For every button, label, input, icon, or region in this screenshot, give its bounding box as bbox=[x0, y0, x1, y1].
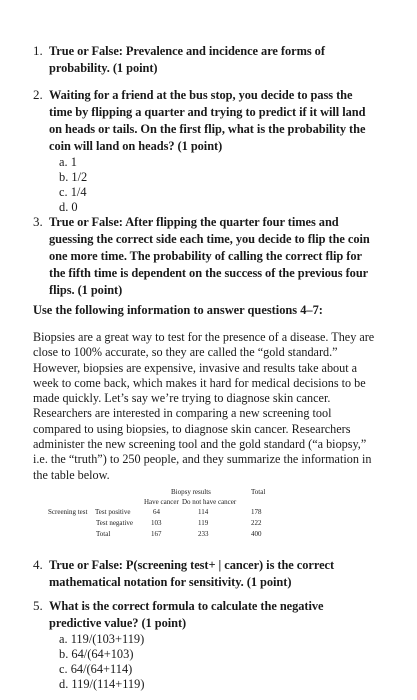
option-b: b. 1/2 bbox=[59, 170, 88, 184]
question-1 bbox=[33, 43, 378, 77]
info-heading: Use the following information to answer questions 4–7: bbox=[33, 303, 323, 317]
biopsy-header: Biopsy results bbox=[171, 488, 211, 496]
cell: 400 bbox=[251, 530, 262, 538]
question-text: True or False: After flipping the quarter four times and guessing the correct side each time, you decide to flip the coin one more time. The probability of calling the correct flip for the fifth time is dependent on the success of the previous four flips. (1 point) bbox=[49, 215, 370, 297]
question-number: 1. bbox=[33, 43, 43, 58]
option-c: c. 64/(64+114) bbox=[59, 662, 133, 676]
row-label: Test negative bbox=[96, 519, 134, 527]
info-paragraph: Biopsies are a great way to test for the presence of a disease. They are close to 100% accurate, so they are called the “gold standard.” However, biopsies are expensive, invasive and results take about a week to come back, which makes it hard for medical decisions to be made quickly. Let’s say we’re trying to diagnose skin cancer. Researchers are interested in comparing a new screening tool compared to using biopsies, to diagnose skin cancer. Researchers administer the new screening tool and the gold standard (“a biopsy,” i.e. the “truth”) to 250 people, and they summarize the information in the table below. bbox=[33, 330, 375, 482]
question-text: What is the correct formula to calculate the negative predictive value? (1 point) bbox=[49, 599, 324, 630]
row-label: Test positive bbox=[95, 508, 131, 516]
option-a: a. 119/(103+119) bbox=[59, 632, 145, 646]
options-list bbox=[59, 632, 378, 692]
question-5 bbox=[33, 598, 378, 692]
options-list bbox=[59, 155, 378, 215]
option-a: a. 1 bbox=[59, 155, 77, 169]
question-text: Waiting for a friend at the bus stop, you decide to pass the time by flipping a quarter and trying to predict if it will land on heads or tails. On the first flip, what is the probability the coin will land on heads? (1 point) bbox=[49, 88, 366, 153]
question-number: 5. bbox=[33, 598, 43, 613]
cell: 64 bbox=[153, 508, 160, 516]
option-b: b. 64/(64+103) bbox=[59, 647, 134, 661]
option-d: d. 0 bbox=[59, 200, 78, 214]
cell: 222 bbox=[251, 519, 262, 527]
cell: 119 bbox=[198, 519, 209, 527]
row-group-label: Screening test bbox=[48, 508, 88, 516]
data-table bbox=[48, 487, 308, 542]
question-number: 2. bbox=[33, 87, 43, 102]
cell: 114 bbox=[198, 508, 209, 516]
question-4 bbox=[33, 557, 378, 591]
cell: 167 bbox=[151, 530, 162, 538]
question-2 bbox=[33, 87, 378, 215]
option-c: c. 1/4 bbox=[59, 185, 87, 199]
question-number: 4. bbox=[33, 557, 43, 572]
question-text: True or False: P(screening test+ | cancer) is the correct mathematical notation for sensitivity. (1 point) bbox=[49, 558, 335, 589]
row-label: Total bbox=[96, 530, 111, 538]
option-d: d. 119/(114+119) bbox=[59, 677, 145, 691]
cell: 103 bbox=[151, 519, 162, 527]
question-number: 3. bbox=[33, 214, 43, 229]
question-text: True or False: Prevalence and incidence are forms of probability. (1 point) bbox=[49, 44, 325, 75]
cell: 233 bbox=[198, 530, 209, 538]
col-header-no-cancer: Do not have cancer bbox=[182, 498, 237, 506]
cell: 178 bbox=[251, 508, 262, 516]
question-3 bbox=[33, 214, 378, 299]
col-header-cancer: Have cancer bbox=[144, 498, 179, 506]
total-header: Total bbox=[251, 488, 266, 496]
